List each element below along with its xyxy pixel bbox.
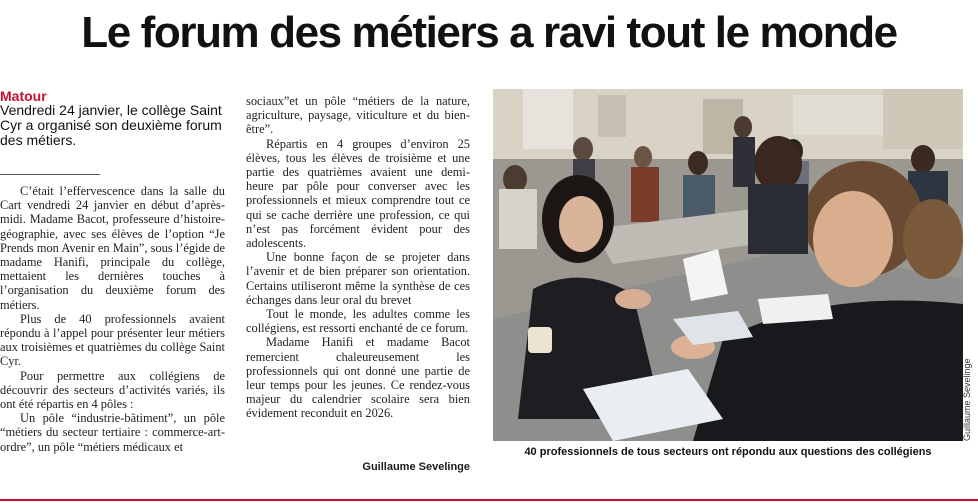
- paragraph: Madame Hanifi et madame Bacot remercient chaleureusement les professionnels qui ont donné une partie de leur temps pour les jeunes. Ce rendez-vous majeur du calendrier scolaire sera bien évidement reconduit en 2026.: [246, 335, 470, 421]
- bottom-rule: [0, 499, 978, 501]
- paragraph: Tout le monde, les adultes comme les collégiens, est ressorti enchanté de ce forum.: [246, 307, 470, 336]
- dateline-town: Matour: [0, 88, 47, 104]
- paragraph: Plus de 40 professionnels avaient répondu à l’appel pour présenter leur métiers aux troisièmes et quatrièmes du collège Saint Cyr.: [0, 311, 225, 369]
- photo-caption: 40 professionnels de tous secteurs ont répondu aux questions des collégiens: [524, 446, 932, 458]
- paragraph: C’était l’effervescence dans la salle du Cart vendredi 24 janvier en début d’après-midi. Madame Bacot, professeure d’histoire-géographie, avec ses élèves de l’option “Je Prends mon Avenir en Main”, sous l’égide de madame Hanifi, principale du collège, mettaient les dernières touches à l’organisation du deuxième forum des métiers.: [0, 184, 225, 312]
- lede: Vendredi 24 janvier, le collège Saint Cyr a organisé son deuxième forum des métiers.: [0, 102, 222, 148]
- paragraph: Répartis en 4 groupes d’environ 25 élèves, tous les élèves de troisième et une partie des quatrièmes avaient une demi-heure par pôle pour converser avec les professionnels et mieux comprendre tout ce qui se cache derrière une profession, ce qui n’est pas forcément évident pour des adolescents.: [246, 136, 470, 251]
- paragraph: Pour permettre aux collégiens de découvrir des secteurs d’activités variés, ils ont été répartis en 4 pôles :: [0, 368, 225, 412]
- paragraph: Un pôle “industrie-bâtiment”, un pôle “métiers du secteur tertiaire : commerce-art-ordre”, un pôle “métiers médicaux et: [0, 411, 225, 454]
- author-signature: Guillaume Sevelinge: [362, 461, 470, 473]
- paragraph-continued: sociaux”et un pôle “métiers de la nature, agriculture, paysage, viticulture et du bien-être”.: [246, 94, 470, 137]
- separator-rule: [0, 174, 100, 175]
- photo-credit-text: Guillaume Sevelinge: [962, 358, 972, 441]
- paragraph: Une bonne façon de se projeter dans l’avenir et de bien préparer son orientation. Certains utiliseront même la synthèse de ces échanges dans leur oral du brevet: [246, 250, 470, 307]
- article-photo: [493, 89, 963, 441]
- article-column-2: [246, 94, 470, 421]
- article-column-1: [0, 184, 225, 454]
- photo-illustration: [493, 89, 963, 441]
- headline: Le forum des métiers a ravi tout le monde: [81, 8, 897, 57]
